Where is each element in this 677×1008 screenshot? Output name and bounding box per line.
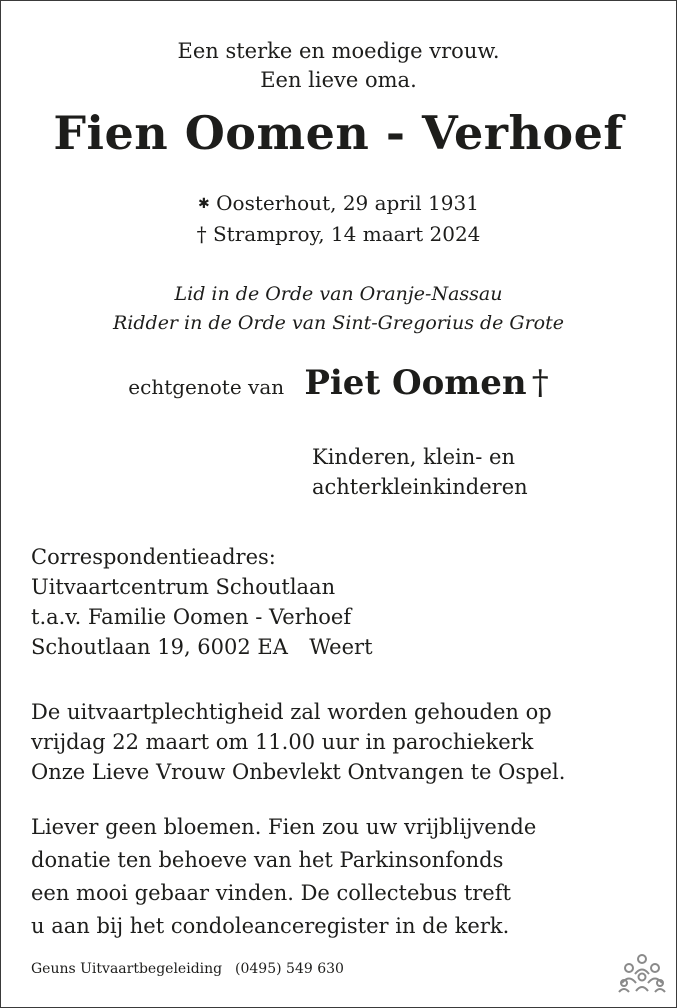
- birth-star-icon: ✱: [198, 196, 210, 212]
- address-heading: Correspondentieadres:: [31, 545, 276, 569]
- spouse-name: Piet Oomen: [304, 363, 527, 403]
- spouse-label: echtgenote van: [128, 375, 285, 399]
- honor-2: Ridder in de Orde van Sint-Gregorius de Grote: [112, 312, 565, 334]
- birth-line: [0, 187, 677, 220]
- ceremony-line-3: Onze Lieve Vrouw Onbevlekt Ontvangen te Ospel.: [31, 760, 566, 784]
- address-street: Schoutlaan 19, 6002 EA: [31, 635, 288, 659]
- death-cross-icon: †: [196, 222, 207, 246]
- birth-text: Oosterhout, 29 april 1931: [216, 191, 479, 215]
- ceremony-line-1: De uitvaartplechtigheid zal worden gehouden op: [31, 700, 552, 724]
- death-line: [0, 218, 677, 250]
- deceased-name: Fien Oomen - Verhoef: [53, 106, 624, 160]
- ceremony-line-2: vrijdag 22 maart om 11.00 uur in parochiekerk: [31, 730, 534, 754]
- donation-line-3: een mooi gebaar vinden. De collectebus treft: [31, 881, 511, 905]
- family-line-2: achterkleinkinderen: [312, 475, 528, 499]
- spouse-line: [0, 363, 677, 403]
- undertaker-name: Geuns Uitvaartbegeleiding: [31, 961, 223, 977]
- address-line-1: Uitvaartcentrum Schoutlaan: [31, 575, 336, 599]
- footer-line: [31, 961, 344, 977]
- family-line-1: Kinderen, klein- en: [312, 445, 515, 469]
- donation-line-2: donatie ten behoeve van het Parkinsonfonds: [31, 848, 504, 872]
- donation-line-1: Liever geen bloemen. Fien zou uw vrijblijvende: [31, 815, 537, 839]
- address-line-3: [31, 631, 373, 663]
- intro-line-2: Een lieve oma.: [260, 68, 417, 92]
- address-city: Weert: [309, 635, 373, 659]
- death-text: Stramproy, 14 maart 2024: [212, 222, 481, 246]
- address-line-2: t.a.v. Familie Oomen - Verhoef: [31, 605, 352, 629]
- donation-line-4: u aan bij het condoleanceregister in de kerk.: [31, 914, 510, 938]
- intro-line-1: Een sterke en moedige vrouw.: [177, 39, 500, 63]
- undertaker-phone: (0495) 549 630: [235, 961, 344, 977]
- family-figures-icon: [618, 953, 666, 993]
- honor-1: Lid in de Orde van Oranje-Nassau: [174, 283, 503, 305]
- spouse-cross-icon: †: [531, 363, 549, 403]
